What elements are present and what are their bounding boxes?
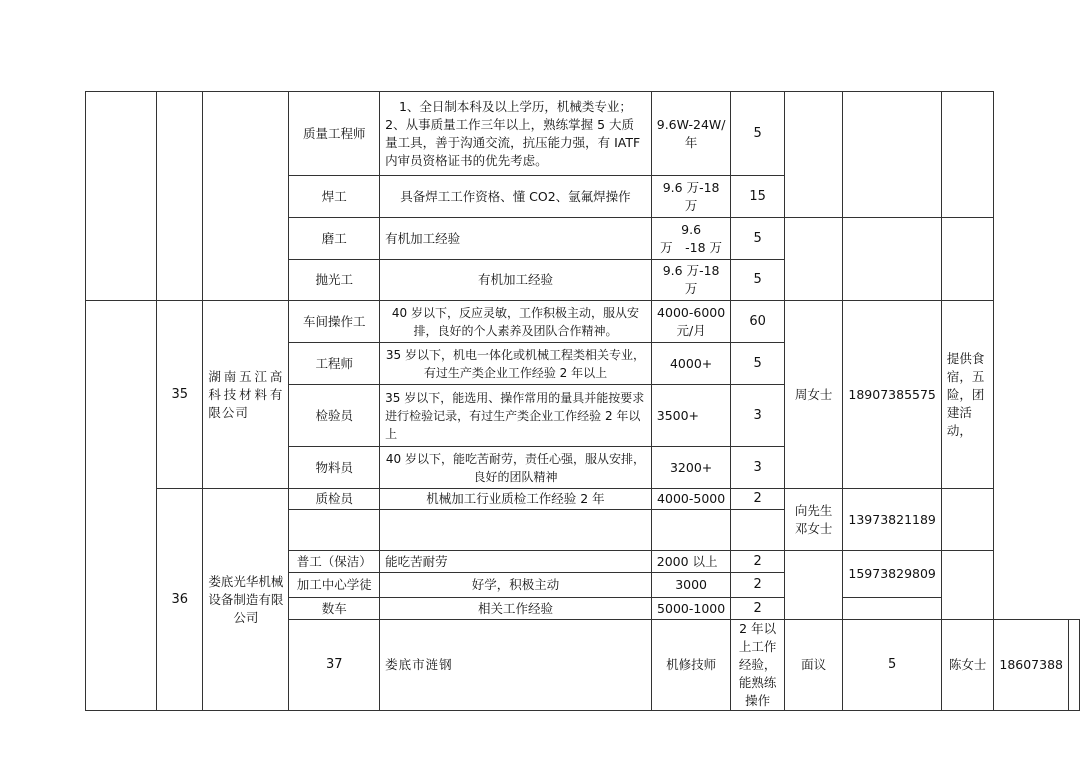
position-cell: 磨工 <box>289 218 380 260</box>
salary-cell: 3000 <box>651 573 731 598</box>
position-cell: 物料员 <box>289 447 380 489</box>
position-cell: 机修技师 <box>651 620 731 711</box>
requirement-cell: 相关工作经验 <box>380 598 652 620</box>
requirement-cell: 40 岁以下，反应灵敏，工作积极主动，服从安排，良好的个人素养及团队合作精神。 <box>380 301 652 343</box>
requirement-cell: 35 岁以下，能选用、操作常用的量具并能按要求进行检验记录，有过生产类企业工作经验 2 年以上 <box>380 385 652 447</box>
count-cell: 5 <box>731 260 784 301</box>
position-cell: 车间操作工 <box>289 301 380 343</box>
table-row <box>86 92 1080 176</box>
phone-cell <box>843 92 941 218</box>
salary-cell: 4000+ <box>651 343 731 385</box>
requirement-cell: 2 年以上工作经验，能熟练操作 <box>731 620 784 711</box>
requirement-cell: 35 岁以下，机电一体化或机械工程类相关专业，有过生产类企业工作经验 2 年以上 <box>380 343 652 385</box>
company-name: 娄底市涟钢 <box>380 620 652 711</box>
requirement-cell: 机械加工行业质检工作经验 2 年 <box>380 489 652 510</box>
position-cell: 普工（保洁） <box>289 551 380 573</box>
benefit-cell <box>941 92 993 218</box>
company-name: 湖南五江高科技材料有限公司 <box>203 301 289 489</box>
requirement-cell: 有机加工经验 <box>380 260 652 301</box>
position-cell <box>289 510 380 551</box>
requirement-cell: 能吃苦耐劳 <box>380 551 652 573</box>
no-cell <box>157 92 203 301</box>
salary-cell: 3200+ <box>651 447 731 489</box>
count-cell: 2 <box>731 489 784 510</box>
contact-cell <box>784 92 843 218</box>
recruitment-table <box>85 91 1080 711</box>
salary-cell <box>651 510 731 551</box>
benefit-cell <box>941 218 993 301</box>
salary-cell: 3500+ <box>651 385 731 447</box>
table-row <box>86 489 1080 510</box>
count-cell: 5 <box>731 92 784 176</box>
benefit-cell: 提供食宿，五险，团建活动， <box>941 301 993 489</box>
phone-cell: 18907385575 <box>843 301 941 489</box>
position-cell: 质检员 <box>289 489 380 510</box>
salary-cell: 9.6 万-18 万 <box>651 176 731 218</box>
requirement-cell: 有机加工经验 <box>380 218 652 260</box>
position-cell: 抛光工 <box>289 260 380 301</box>
salary-cell: 面议 <box>784 620 843 711</box>
salary-cell: 5000-1000 <box>651 598 731 620</box>
count-cell: 15 <box>731 176 784 218</box>
requirement-cell <box>380 92 652 176</box>
company-name: 娄底光华机械设备制造有限公司 <box>203 489 289 711</box>
phone-cell <box>843 598 941 620</box>
blank-cell <box>86 92 157 301</box>
benefit-cell <box>941 551 993 620</box>
salary-cell: 9.6 万-18 万 <box>651 260 731 301</box>
phone-cell <box>843 218 941 301</box>
phone-cell: 18607388 <box>994 620 1069 711</box>
contact-cell: 向先生邓女士 <box>784 489 843 551</box>
contact-cell: 周女士 <box>784 301 843 489</box>
contact-cell <box>784 551 843 620</box>
phone-cell: 15973829809 <box>843 551 941 598</box>
count-cell: 60 <box>731 301 784 343</box>
salary-cell: 9.6W-24W/年 <box>651 92 731 176</box>
salary-cell: 4000-6000元/月 <box>651 301 731 343</box>
requirement-cell <box>380 510 652 551</box>
count-cell: 5 <box>843 620 941 711</box>
count-cell: 3 <box>731 447 784 489</box>
count-cell: 5 <box>731 343 784 385</box>
count-cell: 3 <box>731 385 784 447</box>
company-no: 37 <box>289 620 380 711</box>
count-cell: 2 <box>731 551 784 573</box>
blank-cell <box>86 301 157 711</box>
count-cell: 5 <box>731 218 784 260</box>
requirement-line-2: 2、从事质量工作三年以上，熟练掌握 5 大质量工具，善于沟通交流，抗压能力强，有 IATF 内审员资格证书的优先考虑。 <box>385 116 641 168</box>
requirement-cell: 具备焊工工作资格、懂 CO2、氩氟焊操作 <box>380 176 652 218</box>
position-cell: 数车 <box>289 598 380 620</box>
position-cell: 质量工程师 <box>289 92 380 176</box>
company-no: 35 <box>157 301 203 489</box>
company-no: 36 <box>157 489 203 711</box>
position-cell: 工程师 <box>289 343 380 385</box>
count-cell <box>731 510 784 551</box>
contact-cell: 陈女士 <box>941 620 993 711</box>
salary-cell: 9.6 万 -18 万 <box>651 218 731 260</box>
company-cell <box>203 92 289 301</box>
position-cell: 加工中心学徒 <box>289 573 380 598</box>
requirement-line-1: 1、全日制本科及以上学历，机械类专业； <box>398 98 632 114</box>
benefit-cell <box>941 489 993 551</box>
position-cell: 检验员 <box>289 385 380 447</box>
requirement-cell: 40 岁以下，能吃苦耐劳，责任心强，服从安排，良好的团队精神 <box>380 447 652 489</box>
count-cell: 2 <box>731 598 784 620</box>
salary-cell: 4000-5000 <box>651 489 731 510</box>
salary-cell: 2000 以上 <box>651 551 731 573</box>
count-cell: 2 <box>731 573 784 598</box>
position-cell: 焊工 <box>289 176 380 218</box>
contact-cell <box>784 218 843 301</box>
benefit-cell <box>1069 620 1080 711</box>
phone-cell: 13973821189 <box>843 489 941 551</box>
table-row <box>86 301 1080 343</box>
requirement-cell: 好学，积极主动 <box>380 573 652 598</box>
